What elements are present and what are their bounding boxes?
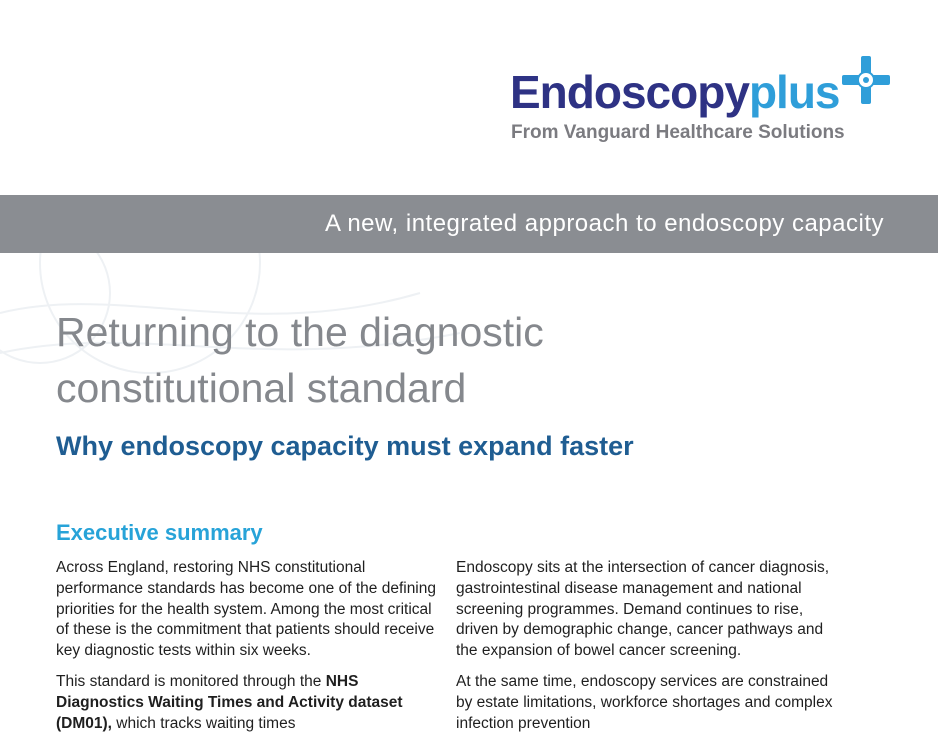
right-paragraph-1: Endoscopy sits at the intersection of cancer diagnosis, gastrointestinal disease management and national screening programmes. Demand continues to rise, driven by demographic change, cancer pathways and the expansion of bowel cancer screening.	[456, 559, 830, 660]
left-column	[56, 558, 448, 744]
left-paragraph-2	[56, 672, 448, 734]
logo-brand-plus: plus	[748, 66, 840, 118]
medical-cross-icon	[840, 54, 892, 106]
header-banner	[0, 195, 938, 253]
left-paragraph-2-start: This standard is monitored through the	[56, 672, 326, 690]
page-subtitle: Why endoscopy capacity must expand faster	[56, 431, 634, 461]
section-heading-executive-summary: Executive summary	[56, 520, 263, 545]
left-paragraph-2-end: which tracks waiting times	[111, 714, 296, 732]
logo-wordmark	[510, 62, 840, 122]
logo-brand-main: Endoscopy	[510, 66, 749, 118]
endoscopy-plus-logo	[510, 62, 910, 152]
logo-tagline: From Vanguard Healthcare Solutions	[511, 122, 845, 143]
right-column	[456, 558, 848, 744]
page-title: Returning to the diagnostic constitutional standard	[56, 309, 544, 411]
banner-text: A new, integrated approach to endoscopy capacity	[324, 210, 884, 237]
left-paragraph-1: Across England, restoring NHS constitutional performance standards has become one of the defining priorities for the health system. Among the most critical of these is the commitment that patients should receive key diagnostic tests within six weeks.	[56, 559, 436, 660]
dm01-dataset-name: NHS Diagnostics Waiting Times and Activity dataset (DM01),	[56, 672, 403, 732]
right-paragraph-2: At the same time, endoscopy services are constrained by estate limitations, workforce shortages and complex infection prevention	[456, 672, 833, 732]
